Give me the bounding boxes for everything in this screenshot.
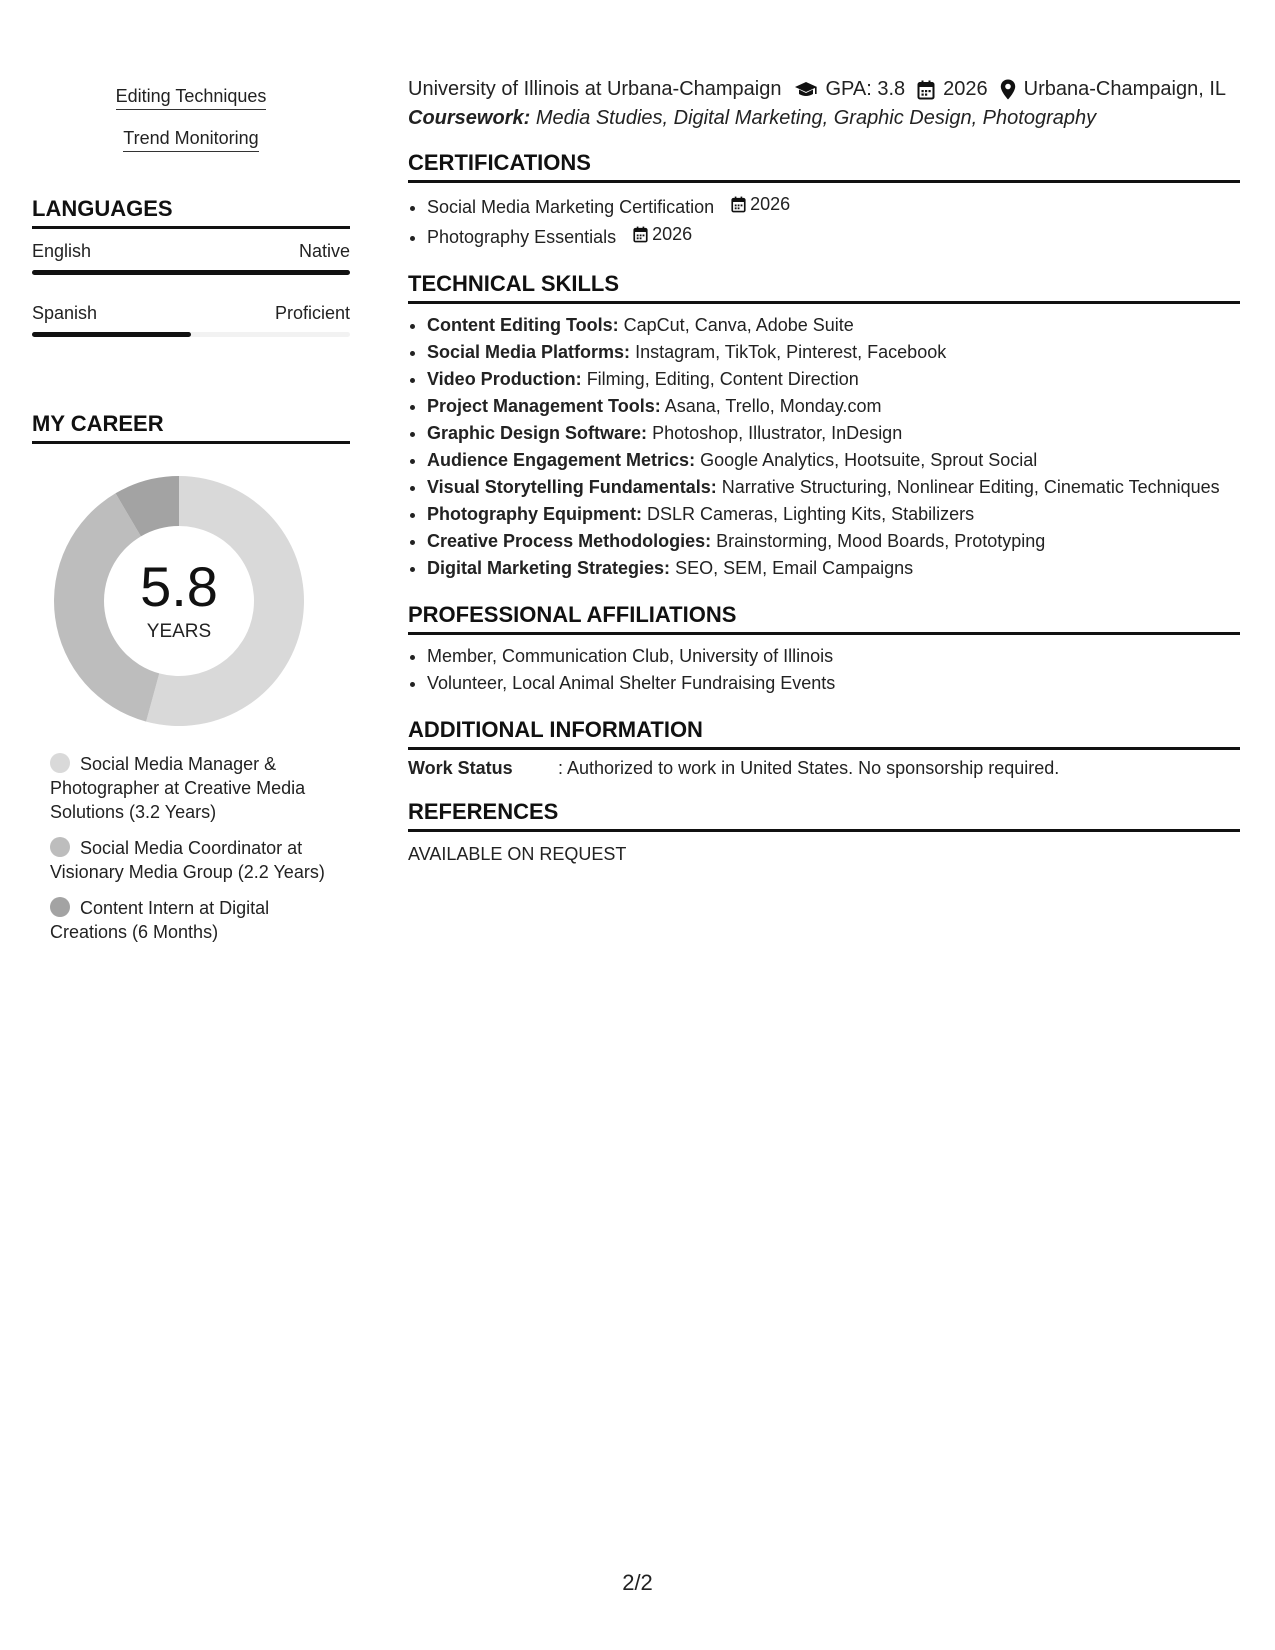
legend-item bbox=[50, 836, 330, 884]
certifications-section bbox=[408, 150, 1240, 251]
career-legend bbox=[50, 752, 330, 944]
skill-category: Project Management Tools: bbox=[427, 396, 661, 416]
list-item bbox=[427, 555, 1240, 582]
list-item bbox=[427, 366, 1240, 393]
skill-category: Video Production: bbox=[427, 369, 582, 389]
technical-skills-heading: TECHNICAL SKILLS bbox=[408, 271, 1240, 304]
main-content bbox=[408, 78, 1240, 865]
skill-values: Instagram, TikTok, Pinterest, Facebook bbox=[635, 342, 947, 362]
certifications-heading: CERTIFICATIONS bbox=[408, 150, 1240, 183]
skill-values: DSLR Cameras, Lighting Kits, Stabilizers bbox=[647, 504, 975, 524]
legend-item bbox=[50, 752, 330, 824]
list-item bbox=[427, 339, 1240, 366]
career-section bbox=[32, 411, 350, 944]
certification-date bbox=[633, 221, 692, 248]
language-level: Native bbox=[298, 241, 350, 261]
graduation-year: 2026 bbox=[943, 78, 988, 100]
coursework-line bbox=[408, 107, 1240, 130]
language-proficiency-bar bbox=[32, 332, 350, 337]
certification-date bbox=[731, 191, 790, 218]
education-line bbox=[408, 78, 1240, 101]
school-location: Urbana-Champaign, IL bbox=[1023, 78, 1227, 100]
career-heading: MY CAREER bbox=[32, 411, 350, 444]
list-item bbox=[427, 420, 1240, 447]
languages-heading: LANGUAGES bbox=[32, 196, 350, 229]
list-item bbox=[427, 474, 1240, 501]
graduation-cap-icon bbox=[794, 81, 818, 99]
sidebar bbox=[32, 86, 350, 956]
language-item bbox=[32, 241, 350, 275]
calendar-icon bbox=[633, 226, 648, 243]
legend-label: Content Intern at Digital Creations (6 Months) bbox=[50, 898, 270, 942]
work-status-value: : Authorized to work in United States. No sponsorship required. bbox=[558, 758, 1060, 778]
gpa: GPA: 3.8 bbox=[825, 78, 906, 100]
skill-values: Filming, Editing, Content Direction bbox=[586, 369, 859, 389]
list-item: • Volunteer, Local Animal Shelter Fundraising Events bbox=[427, 670, 1240, 697]
coursework-label: Coursework: bbox=[408, 107, 531, 129]
certification-name: Social Media Marketing Certification bbox=[427, 197, 715, 217]
skill-tag: Editing Techniques bbox=[116, 86, 267, 110]
skill-category: Content Editing Tools: bbox=[427, 315, 619, 335]
skill-tags bbox=[32, 86, 350, 170]
additional-info-heading: ADDITIONAL INFORMATION bbox=[408, 717, 1240, 750]
list-item bbox=[427, 528, 1240, 555]
skill-category: Audience Engagement Metrics: bbox=[427, 450, 696, 470]
list-item bbox=[427, 191, 1240, 221]
skill-category: Digital Marketing Strategies: bbox=[427, 558, 671, 578]
language-name: Spanish bbox=[32, 303, 98, 323]
legend-label: Social Media Coordinator at Visionary Media Group (2.2 Years) bbox=[50, 838, 325, 882]
page-number: 2/2 bbox=[622, 1570, 653, 1595]
calendar-icon bbox=[731, 196, 746, 213]
technical-skills-list bbox=[408, 312, 1240, 582]
references-heading: REFERENCES bbox=[408, 799, 1240, 832]
career-total-unit: YEARS bbox=[146, 621, 212, 642]
work-status-row bbox=[408, 758, 1240, 779]
legend-swatch bbox=[50, 837, 70, 857]
skill-values: Asana, Trello, Monday.com bbox=[664, 396, 882, 416]
language-proficiency-fill bbox=[32, 270, 350, 275]
additional-info-section bbox=[408, 717, 1240, 779]
language-item bbox=[32, 303, 350, 337]
skill-values: Narrative Structuring, Nonlinear Editing, Cinematic Techniques bbox=[721, 477, 1220, 497]
skill-category: Creative Process Methodologies: bbox=[427, 531, 712, 551]
list-item bbox=[427, 221, 1240, 251]
map-pin-icon bbox=[1000, 79, 1016, 100]
references-section bbox=[408, 799, 1240, 865]
legend-swatch bbox=[50, 897, 70, 917]
skill-values: Brainstorming, Mood Boards, Prototyping bbox=[716, 531, 1046, 551]
affiliations-section bbox=[408, 602, 1240, 697]
certifications-list bbox=[408, 191, 1240, 251]
skill-category: Social Media Platforms: bbox=[427, 342, 631, 362]
list-item bbox=[427, 447, 1240, 474]
skill-values: CapCut, Canva, Adobe Suite bbox=[623, 315, 854, 335]
skill-values: Google Analytics, Hootsuite, Sprout Social bbox=[700, 450, 1038, 470]
coursework-list: Media Studies, Digital Marketing, Graphic Design, Photography bbox=[535, 107, 1097, 129]
list-item bbox=[427, 312, 1240, 339]
language-name: English bbox=[32, 241, 92, 261]
languages-section bbox=[32, 196, 350, 337]
language-level: Proficient bbox=[274, 303, 350, 323]
legend-item bbox=[50, 896, 330, 944]
skill-values: Photoshop, Illustrator, InDesign bbox=[652, 423, 903, 443]
legend-swatch bbox=[50, 753, 70, 773]
skill-tag: Trend Monitoring bbox=[123, 128, 258, 152]
certification-name: Photography Essentials bbox=[427, 227, 617, 247]
skill-category: Photography Equipment: bbox=[427, 504, 642, 524]
technical-skills-section bbox=[408, 271, 1240, 582]
skill-category: Graphic Design Software: bbox=[427, 423, 648, 443]
donut-center bbox=[54, 476, 304, 726]
school-name: University of Illinois at Urbana-Champaign bbox=[408, 78, 782, 100]
calendar-icon bbox=[917, 80, 935, 100]
work-status-label: Work Status bbox=[408, 758, 513, 778]
list-item: • Member, Communication Club, University of Illinois bbox=[427, 643, 1240, 670]
career-total-years: 5.8 bbox=[140, 555, 218, 618]
legend-label: Social Media Manager & Photographer at Creative Media Solutions (3.2 Years) bbox=[50, 754, 306, 822]
language-proficiency-bar bbox=[32, 270, 350, 275]
list-item bbox=[427, 393, 1240, 420]
language-proficiency-fill bbox=[32, 332, 191, 337]
certification-year: 2026 bbox=[750, 194, 791, 214]
certification-year: 2026 bbox=[652, 224, 693, 244]
list-item bbox=[427, 501, 1240, 528]
career-donut-chart bbox=[54, 476, 304, 726]
skill-category: Visual Storytelling Fundamentals: bbox=[427, 477, 717, 497]
affiliations-list bbox=[408, 643, 1240, 697]
skill-values: SEO, SEM, Email Campaigns bbox=[675, 558, 914, 578]
references-text: AVAILABLE ON REQUEST bbox=[408, 844, 627, 864]
affiliations-heading: PROFESSIONAL AFFILIATIONS bbox=[408, 602, 1240, 635]
